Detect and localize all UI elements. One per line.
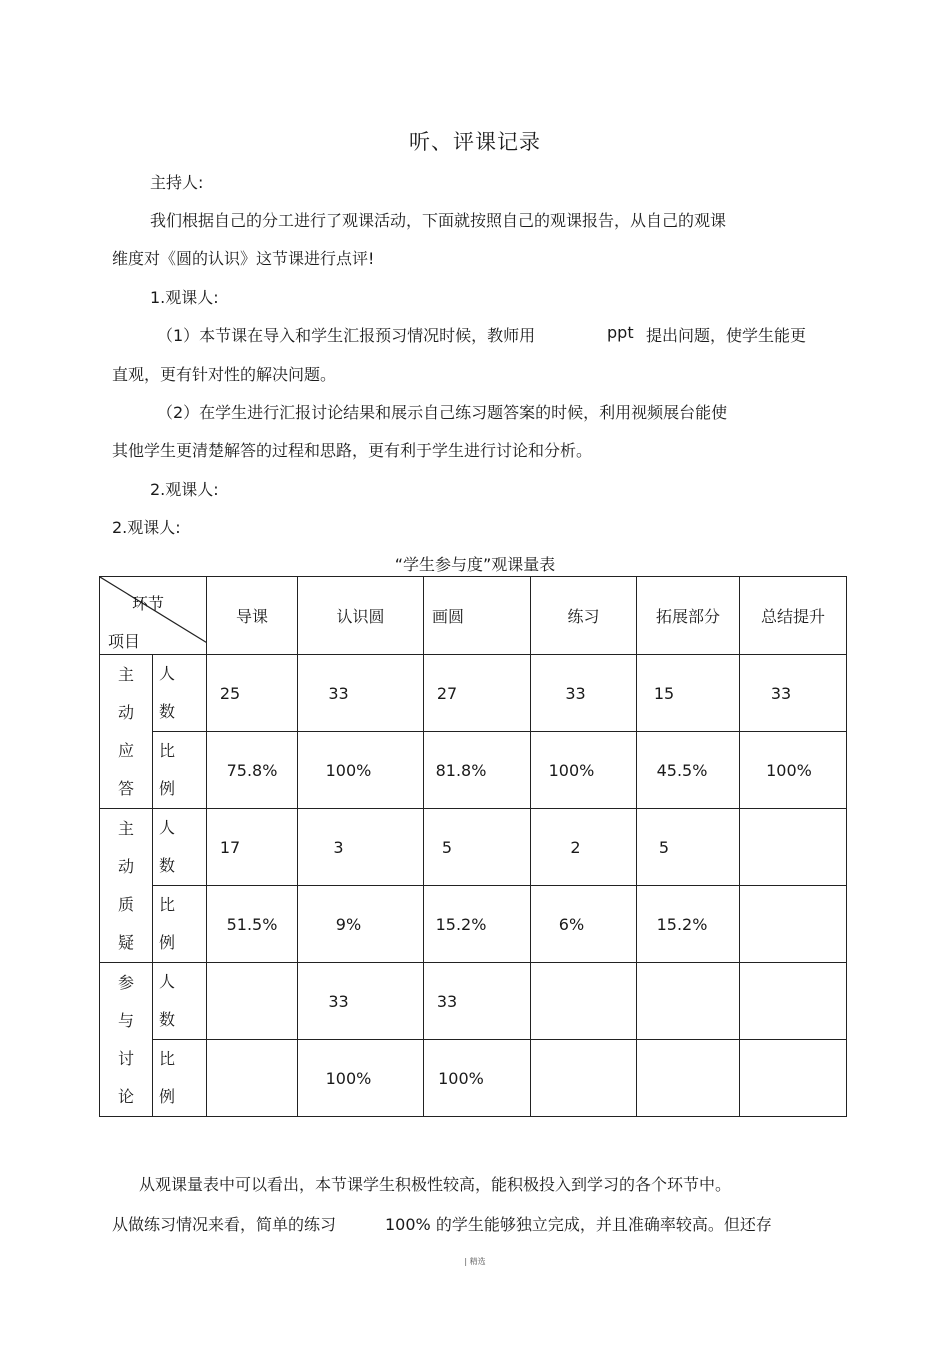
group-label-char: 动 [117, 856, 134, 876]
conclusion-line-2a: 从做练习情况来看，简单的练习 [112, 1215, 337, 1234]
cell-value: 33 [328, 991, 349, 1011]
group-label-char: 主 [117, 818, 134, 838]
row-label [153, 963, 207, 1040]
conclusion-line-1: 从观课量表中可以看出，本节课学生积极性较高，能积极投入到学习的各个环节中。 [139, 1175, 732, 1194]
table-cell [637, 963, 740, 1040]
table-row [100, 732, 847, 809]
table-cell [740, 963, 847, 1040]
item-2-line-1: （2）在学生进行汇报讨论结果和展示自己练习题答案的时候，利用视频展台能使 [157, 403, 728, 422]
row-label-char: 例 [159, 933, 176, 952]
table-cell [637, 1040, 740, 1117]
cell-value: 81.8% [435, 760, 487, 780]
table-cell [424, 963, 531, 1040]
table-cell [207, 809, 298, 886]
table-cell [298, 732, 424, 809]
cell-value: 100% [548, 760, 595, 780]
row-label [153, 886, 207, 963]
table-corner-header [100, 577, 207, 655]
group-label-char: 疑 [117, 932, 134, 952]
item-1-ppt: ppt [607, 323, 634, 342]
row-label-char: 人 [159, 972, 176, 991]
group-label-char: 主 [117, 664, 134, 684]
group-label-char: 讨 [117, 1048, 134, 1068]
table-cell [207, 655, 298, 732]
group-label-char: 动 [117, 702, 134, 722]
item-2-line-2: 其他学生更清楚解答的过程和思路，更有利于学生进行讨论和分析。 [112, 441, 593, 460]
table-cell [298, 1040, 424, 1117]
table-cell [531, 963, 637, 1040]
column-header: 练习 [531, 577, 637, 655]
row-label-char: 数 [159, 856, 176, 875]
row-label-char: 例 [159, 1087, 176, 1106]
cell-value: 5 [441, 837, 453, 857]
table-cell [207, 1040, 298, 1117]
table-row [100, 886, 847, 963]
row-label-char: 数 [159, 1010, 176, 1029]
group-label-char: 与 [117, 1010, 134, 1030]
row-label-char: 人 [159, 664, 176, 683]
table-cell [424, 886, 531, 963]
corner-item-label: 项目 [108, 632, 141, 651]
table-cell [298, 963, 424, 1040]
cell-value: 100% [325, 1068, 372, 1088]
cell-value: 100% [325, 760, 372, 780]
table-cell [637, 809, 740, 886]
table-cell [740, 1040, 847, 1117]
cell-value: 100% [766, 760, 812, 780]
cell-value: 33 [565, 683, 586, 703]
cell-value: 6% [558, 914, 585, 934]
row-label-char: 比 [159, 741, 176, 760]
cell-value: 17 [219, 837, 241, 857]
table-cell [637, 732, 740, 809]
column-header: 导课 [207, 577, 298, 655]
group-label-char: 质 [117, 894, 134, 914]
cell-value: 33 [436, 991, 458, 1011]
table-row [100, 809, 847, 886]
table-cell [740, 655, 847, 732]
table-row [100, 963, 847, 1040]
item-1-line-1: （1）本节课在导入和学生汇报预习情况时候，教师用 [157, 326, 536, 345]
table-cell [298, 886, 424, 963]
cell-value: 3 [333, 837, 344, 857]
observer-2-heading: 2.观课人: [150, 480, 219, 499]
table-cell [424, 732, 531, 809]
cell-value: 25 [219, 683, 241, 703]
row-label-char: 数 [159, 702, 176, 721]
table-row [100, 655, 847, 732]
item-1-line-1-tail: 提出问题，使学生能更 [646, 326, 807, 345]
corner-stage-label: 环节 [132, 594, 165, 613]
participation-table [99, 576, 847, 1117]
table-cell [740, 732, 847, 809]
group-label-char: 论 [117, 1086, 134, 1106]
cell-value: 45.5% [656, 760, 708, 780]
table-cell [637, 655, 740, 732]
cell-value: 51.5% [226, 914, 278, 934]
table-cell [531, 886, 637, 963]
table-cell [531, 1040, 637, 1117]
intro-line-2: 维度对《圆的认识》这节课进行点评! [112, 249, 375, 268]
observer-1-heading: 1.观课人: [150, 288, 219, 307]
table-cell [637, 886, 740, 963]
cell-value: 100% [438, 1068, 484, 1088]
column-header: 认识圆 [298, 577, 424, 655]
intro-line-1: 我们根据自己的分工进行了观课活动，下面就按照自己的观课报告，从自己的观课 [150, 211, 727, 230]
table-cell [424, 655, 531, 732]
table-cell [298, 655, 424, 732]
conclusion-line-2b: 100% 的学生能够独立完成，并且准确率较高。但还存 [385, 1215, 772, 1234]
table-cell [207, 963, 298, 1040]
cell-value: 75.8% [226, 760, 278, 780]
table-cell [424, 809, 531, 886]
table-cell [740, 886, 847, 963]
table-cell [531, 809, 637, 886]
group-label [100, 655, 153, 809]
cell-value: 27 [436, 683, 458, 703]
table-cell [740, 809, 847, 886]
cell-value: 5 [658, 837, 670, 857]
cell-value: 33 [328, 683, 349, 703]
table-row [100, 1040, 847, 1117]
group-label-char: 答 [117, 778, 134, 798]
page-footer: | 精选 [464, 1257, 486, 1266]
table-cell [531, 732, 637, 809]
page-title: 听、评课记录 [409, 130, 541, 154]
column-header: 画圆 [424, 577, 531, 655]
cell-value: 2 [570, 837, 581, 857]
cell-value: 33 [770, 683, 792, 703]
table-cell [207, 732, 298, 809]
table-cell [531, 655, 637, 732]
group-label-char: 参 [117, 972, 134, 992]
group-label [100, 963, 153, 1117]
cell-value: 15.2% [656, 914, 708, 934]
table-caption: “学生参与度”观课量表 [394, 555, 556, 574]
table-cell [207, 886, 298, 963]
row-label [153, 1040, 207, 1117]
row-label [153, 655, 207, 732]
group-label-char: 应 [117, 740, 134, 760]
observer-2-heading-repeat: 2.观课人: [112, 518, 181, 537]
item-1-line-2: 直观，更有针对性的解决问题。 [112, 365, 337, 384]
table-cell [424, 1040, 531, 1117]
row-label-char: 比 [159, 1049, 176, 1068]
cell-value: 15 [653, 683, 675, 703]
row-label-char: 例 [159, 779, 176, 798]
row-label-char: 人 [159, 818, 176, 837]
group-label [100, 809, 153, 963]
row-label [153, 732, 207, 809]
column-header: 拓展部分 [637, 577, 740, 655]
table-cell [298, 809, 424, 886]
cell-value: 15.2% [435, 914, 487, 934]
host-line: 主持人: [150, 173, 204, 192]
cell-value: 9% [335, 914, 362, 934]
column-header: 总结提升 [740, 577, 847, 655]
row-label-char: 比 [159, 895, 176, 914]
row-label [153, 809, 207, 886]
